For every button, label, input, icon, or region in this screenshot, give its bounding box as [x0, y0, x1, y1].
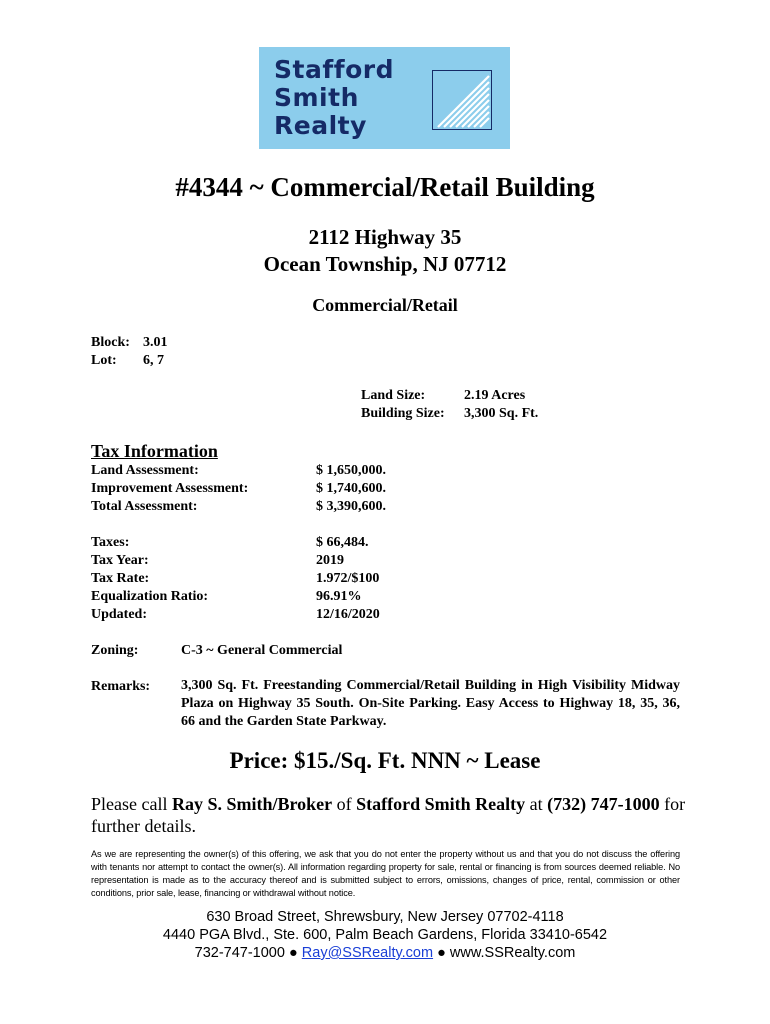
footer-address-fl: 4440 PGA Blvd., Ste. 600, Palm Beach Gardens, Florida 33410-6542 [162, 927, 608, 943]
contact-prefix: Please call [91, 794, 172, 814]
property-type: Commercial/Retail [312, 295, 458, 315]
company-name: Stafford Smith Realty [356, 794, 526, 814]
listing-title: #4344 ~ Commercial/Retail Building [175, 172, 595, 202]
equalization-ratio-value: 96.91% [316, 589, 362, 604]
contact-at: at [525, 794, 548, 814]
footer-email-link[interactable]: Ray@SSRealty.com [301, 945, 434, 961]
land-assessment-value: $ 1,650,000. [316, 463, 386, 478]
legal-disclaimer: As we are representing the owner(s) of this offering, we ask that you do not enter the property without us and that you do not discuss the offering with tenants nor attempt to contact the owner(s). All information regarding property for sale, rental or financing is from sources deemed reliable. No representation is made as to the accuracy thereof and is submitted subject to errors, omissions, changes of price, rental, commission or other conditions, prior sale, lease, financing or withdrawal without notice. [91, 849, 680, 898]
logo-line-smith: Smith [274, 83, 359, 112]
price-line: Price: $15./Sq. Ft. NNN ~ Lease [229, 748, 541, 773]
footer-address-nj: 630 Broad Street, Shrewsbury, New Jersey 07702-4118 [206, 909, 564, 925]
block-value: 3.01 [143, 335, 168, 350]
footer-phone: 732-747-1000 [194, 945, 285, 961]
zoning-label: Zoning: [91, 643, 139, 658]
total-assessment-value: $ 3,390,600. [316, 499, 386, 514]
broker-name: Ray S. Smith/Broker [171, 794, 333, 814]
land-size-value: 2.19 Acres [464, 388, 526, 403]
equalization-ratio-label: Equalization Ratio: [91, 589, 209, 604]
land-size-label: Land Size: [361, 388, 426, 403]
tax-year-value: 2019 [316, 553, 344, 568]
remarks-text: 3,300 Sq. Ft. Freestanding Commercial/Retail Building in High Visibility Midway Plaza on Highway 35 South. On-Site Parking. Easy Access to Highway 18, 35, 36, 66 and the Garden State Parkway. [181, 678, 680, 729]
contact-phone: (732) 747-1000 [547, 794, 660, 814]
taxes-value: $ 66,484. [316, 535, 369, 550]
footer-contact-line [0, 945, 770, 961]
taxes-label: Taxes: [91, 535, 130, 550]
tax-year-label: Tax Year: [91, 553, 149, 568]
block-label: Block: [91, 335, 130, 350]
zoning-value: C-3 ~ General Commercial [181, 643, 343, 658]
lot-label: Lot: [91, 353, 117, 368]
updated-label: Updated: [91, 607, 148, 622]
lot-value: 6, 7 [143, 353, 164, 368]
remarks-label: Remarks: [91, 679, 151, 694]
updated-value: 12/16/2020 [316, 607, 380, 622]
contact-of: of [332, 794, 357, 814]
contact-sentence [91, 793, 691, 837]
company-logo [259, 47, 510, 149]
logo-line-stafford: Stafford [274, 55, 394, 84]
tax-information-heading: Tax Information [91, 441, 218, 461]
improvement-assessment-value: $ 1,740,600. [316, 481, 386, 496]
tax-rate-label: Tax Rate: [91, 571, 150, 586]
logo-wordmark [274, 56, 394, 140]
tax-rate-value: 1.972/$100 [316, 571, 380, 586]
improvement-assessment-label: Improvement Assessment: [91, 481, 249, 496]
footer-website: www.SSRealty.com [449, 945, 576, 961]
logo-triangle-icon [432, 70, 492, 130]
address-street: 2112 Highway 35 [308, 225, 462, 249]
footer-bullet-2: ● [433, 945, 450, 961]
total-assessment-label: Total Assessment: [91, 499, 198, 514]
logo-line-realty: Realty [274, 111, 367, 140]
land-assessment-label: Land Assessment: [91, 463, 199, 478]
address-city: Ocean Township, NJ 07712 [263, 252, 507, 276]
contact-suffix: for further details. [91, 794, 686, 836]
building-size-label: Building Size: [361, 406, 445, 421]
building-size-value: 3,300 Sq. Ft. [464, 406, 539, 421]
footer-bullet-1: ● [284, 945, 302, 961]
